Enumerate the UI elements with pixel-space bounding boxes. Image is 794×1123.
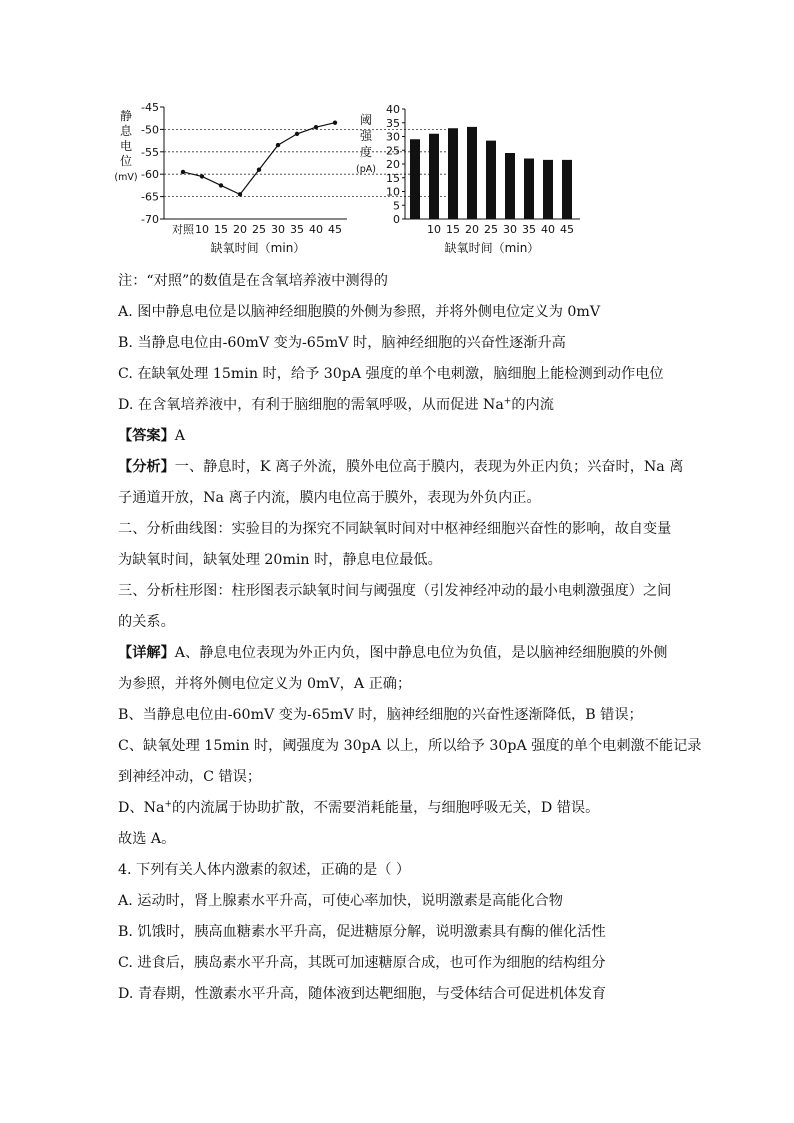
detail-line-6 — [118, 793, 688, 824]
x-tick-label: 30 — [271, 223, 285, 236]
bar — [524, 159, 534, 220]
answer-tag: 【答案】 — [118, 428, 175, 444]
bar — [429, 134, 439, 219]
bar — [467, 127, 477, 219]
bar-chart-threshold-intensity — [356, 103, 580, 255]
question-4-option-d: D. 青春期，性激素水平升高，随体液到达靶细胞，与受体结合可促进机体发育 — [118, 986, 607, 1002]
y-tick-label: 0 — [393, 213, 400, 226]
analysis-line-6: 的关系。 — [118, 614, 175, 630]
analysis-line-4: 为缺氧时间，缺氧处理 20min 时，静息电位最低。 — [118, 552, 442, 568]
detail-tag: 【详解】 — [118, 645, 175, 661]
x-tick-label: 45 — [560, 223, 574, 236]
detail-line-2: 为参照，并将外侧电位定义为 0mV，A 正确； — [118, 676, 412, 692]
option-d-text: D. 在含氧培养液中，有利于脑细胞的需氧呼吸，从而促进 Na — [118, 397, 504, 413]
detail-line-4: C、缺氧处理 15min 时，阈强度为 30pA 以上，所以给予 30pA 强度的单个电刺激不能记录 — [118, 738, 702, 754]
bar — [505, 153, 515, 219]
figure-panel — [110, 98, 590, 266]
analysis-text-1: 一、静息时，K 离子外流，膜外电位高于膜内，表现为外正内负；兴奋时，Na 离 — [174, 459, 684, 475]
bar — [448, 128, 458, 219]
x-axis-label: 缺氧时间（min） — [210, 241, 306, 255]
x-tick-label: 40 — [541, 223, 555, 236]
y-axis-label-char: 位 — [119, 154, 133, 168]
x-tick-label: 15 — [446, 223, 460, 236]
detail-text-6-end: 的内流属于协助扩散，不需要消耗能量，与细胞呼吸无关，D 错误。 — [171, 800, 600, 816]
question-4-option-b: B. 饥饿时，胰高血糖素水平升高，促进糖原分解，说明激素具有酶的催化活性 — [118, 924, 606, 940]
y-tick-label: -45 — [141, 101, 159, 114]
data-point — [238, 192, 242, 196]
x-tick-label: 25 — [484, 223, 498, 236]
y-tick-label: 15 — [386, 171, 400, 185]
y-tick-label: -70 — [141, 213, 159, 226]
detail-text-1: A、静息电位表现为外正内负，图中静息电位为负值，是以脑神经细胞膜的外侧 — [174, 645, 668, 661]
question-4-option-a: A. 运动时，肾上腺素水平升高，可使心率加快，说明激素是高能化合物 — [118, 893, 563, 909]
analysis-tag: 【分析】 — [118, 459, 175, 475]
data-point — [257, 168, 261, 172]
y-tick-label: -50 — [141, 123, 159, 137]
y-axis-label-char: 静 — [119, 109, 133, 123]
x-tick-label: 20 — [233, 223, 247, 236]
y-tick-label: 30 — [386, 130, 400, 144]
question-4-option-c: C. 进食后，胰岛素水平升高，其既可加速糖原合成，也可作为细胞的结构组分 — [118, 955, 606, 971]
superscript-plus: + — [164, 799, 172, 810]
x-tick-label: 25 — [252, 223, 266, 236]
x-tick-label: 45 — [328, 223, 342, 236]
y-tick-label: -60 — [141, 168, 159, 182]
data-point — [333, 120, 337, 124]
y-axis-label-char: (mV) — [114, 172, 138, 183]
answer-line — [118, 421, 688, 452]
x-tick-label: 30 — [503, 223, 517, 236]
y-tick-label: 20 — [386, 158, 400, 171]
data-point — [276, 143, 280, 147]
question-content — [118, 266, 702, 1010]
detail-text-6: D、Na — [118, 800, 165, 816]
y-axis-label-char: 强 — [359, 129, 373, 143]
data-point — [314, 125, 318, 129]
bar — [543, 160, 553, 219]
chart-note: 注：“对照”的数值是在含氧培养液中测得的 — [118, 273, 388, 289]
option-d — [118, 390, 688, 421]
analysis-line-2: 子通道开放，Na 离子内流，膜内电位高于膜外，表现为外负内正。 — [118, 490, 541, 506]
answer-value: A — [174, 428, 186, 444]
conclusion: 故选 A。 — [118, 831, 176, 847]
y-tick-label: 5 — [393, 199, 400, 213]
x-axis-label: 缺氧时间（min） — [444, 241, 540, 255]
x-tick-label: 10 — [427, 223, 441, 236]
option-d-text-end: 的内流 — [511, 397, 554, 413]
x-tick-label: 15 — [214, 223, 228, 236]
y-axis-label-char: 度 — [359, 145, 373, 159]
y-axis-label-char: 阈 — [359, 113, 373, 127]
y-axis-label-char: 电 — [119, 139, 133, 153]
detail-line-5: 到神经冲动，C 错误； — [118, 769, 262, 785]
y-tick-label: -55 — [141, 145, 159, 159]
question-4-stem: 4. 下列有关人体内激素的叙述，正确的是（ ） — [118, 862, 411, 878]
option-c: C. 在缺氧处理 15min 时，给予 30pA 强度的单个电刺激，脑细胞上能检测到动作电位 — [118, 366, 664, 382]
analysis-line-5: 三、分析柱形图：柱形图表示缺氧时间与阈强度（引发神经冲动的最小电刺激强度）之间 — [118, 583, 672, 599]
x-tick-label: 35 — [522, 223, 536, 236]
x-tick-label: 10 — [195, 223, 209, 236]
x-tick-label: 对照 — [172, 223, 194, 236]
detail-line-1 — [118, 638, 688, 669]
y-tick-label: -65 — [141, 190, 159, 204]
bar — [562, 160, 572, 219]
analysis-line-1 — [118, 452, 688, 483]
y-tick-label: 35 — [386, 116, 400, 130]
x-tick-label: 40 — [309, 223, 323, 236]
superscript-plus: + — [503, 396, 512, 407]
y-axis-label-char: (pA) — [356, 164, 376, 175]
analysis-line-3: 二、分析曲线图：实验目的为探究不同缺氧时间对中枢神经细胞兴奋性的影响，故自变量 — [118, 521, 672, 537]
y-tick-label: 40 — [386, 103, 400, 116]
y-axis-label-char: 息 — [119, 124, 133, 138]
x-tick-label: 20 — [465, 223, 479, 236]
bar — [410, 139, 420, 219]
figure-svg — [110, 98, 590, 266]
data-point — [200, 174, 204, 178]
x-tick-label: 35 — [290, 223, 304, 236]
data-point — [295, 132, 299, 136]
data-point — [181, 170, 185, 174]
detail-line-3: B、当静息电位由-60mV 变为-65mV 时，脑神经细胞的兴奋性逐渐降低，B 错误； — [118, 707, 643, 723]
data-point — [219, 183, 223, 187]
bar — [486, 141, 496, 219]
option-a: A. 图中静息电位是以脑神经细胞膜的外侧为参照，并将外侧电位定义为 0mV — [118, 304, 601, 320]
y-tick-label: 10 — [386, 185, 400, 199]
y-tick-label: 25 — [386, 144, 400, 158]
option-b: B. 当静息电位由-60mV 变为-65mV 时，脑神经细胞的兴奋性逐渐升高 — [118, 335, 566, 351]
series-line — [183, 123, 335, 195]
